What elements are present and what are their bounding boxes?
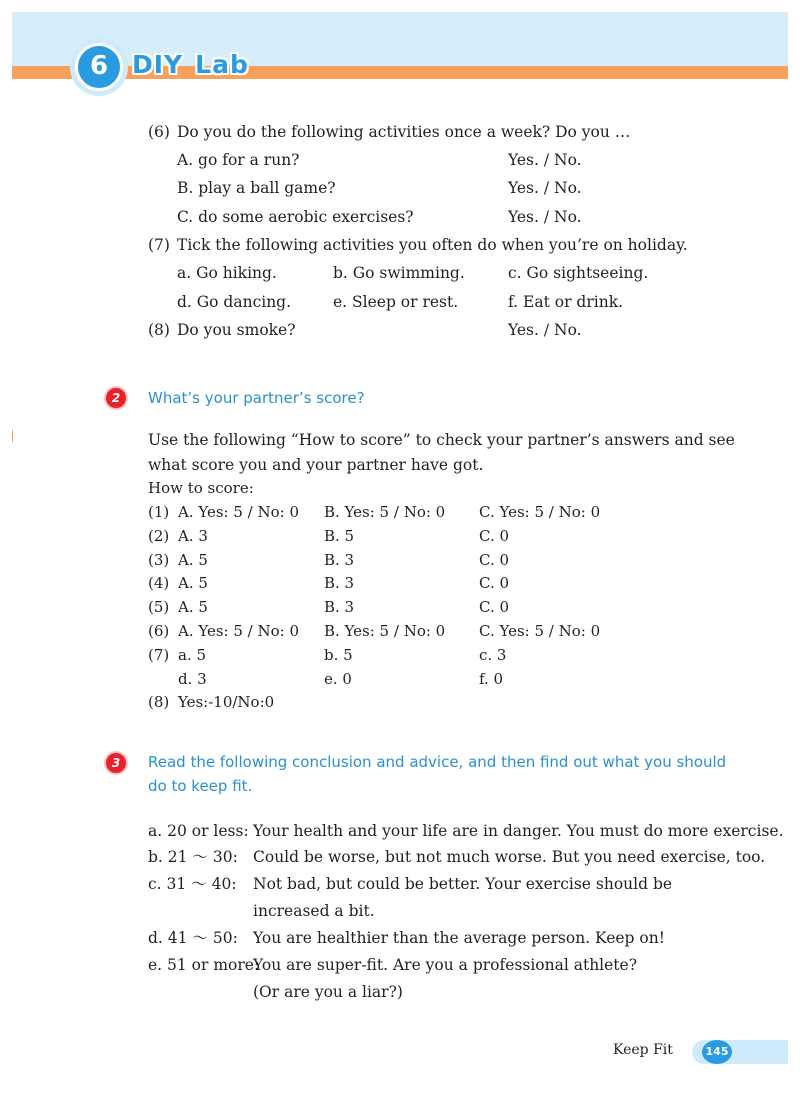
- score-b: B. Yes: 5 / No: 0: [324, 503, 446, 521]
- unit-title-word2: Lab: [195, 50, 249, 79]
- score-range: c. 31 ～ 40:: [148, 875, 237, 893]
- option-label: A. go for a run?: [177, 151, 300, 169]
- unit-number: 6: [89, 51, 109, 81]
- option-label: B. play a ball game?: [177, 179, 336, 197]
- section-intro: Use the following “How to score” to check your partner’s answers and see: [148, 431, 735, 449]
- section-intro: what score you and your partner have got.: [148, 456, 484, 474]
- question-number: (8): [148, 321, 170, 339]
- score-num: (6): [148, 622, 170, 640]
- advice-text: You are healthier than the average person. Keep on!: [253, 929, 665, 947]
- score-b: B. 5: [324, 527, 355, 545]
- section-title: What’s your partner’s score?: [148, 389, 365, 407]
- score-a: A. 5: [178, 574, 208, 592]
- activity-option: e. Sleep or rest.: [333, 293, 459, 311]
- section-title: do to keep fit.: [148, 777, 253, 795]
- advice-text: Not bad, but could be better. Your exercise should be: [253, 875, 673, 893]
- score-range: d. 41 ～ 50:: [148, 929, 238, 947]
- score-a: A. 3: [178, 527, 208, 545]
- score-num: (5): [148, 598, 170, 616]
- score-c: C. 0: [479, 527, 510, 545]
- option-answer: Yes. / No.: [508, 151, 582, 169]
- score-a: A. Yes: 5 / No: 0: [178, 503, 300, 521]
- unit-title: [132, 50, 249, 79]
- score-a: d. 3: [178, 670, 207, 688]
- option-answer: Yes. / No.: [508, 208, 582, 226]
- score-b: B. 3: [324, 551, 355, 569]
- advice-text: Could be worse, but not much worse. But you need exercise, too.: [253, 848, 766, 866]
- option-answer: Yes. / No.: [508, 321, 582, 339]
- score-num: (7): [148, 646, 170, 664]
- score-num: (2): [148, 527, 170, 545]
- advice-text: (Or are you a liar?): [253, 983, 403, 1001]
- score-range: e. 51 or more:: [148, 956, 260, 974]
- score-a: a. 5: [178, 646, 207, 664]
- score-num: (8): [148, 693, 170, 711]
- score-a: Yes:-10/No:0: [178, 693, 275, 711]
- option-answer: Yes. / No.: [508, 179, 582, 197]
- unit-title-word1: DIY: [132, 50, 184, 79]
- page-number: 145: [702, 1040, 732, 1064]
- activity-option: f. Eat or drink.: [508, 293, 624, 311]
- score-c: C. 0: [479, 574, 510, 592]
- advice-text: Your health and your life are in danger. You must do more exercise.: [253, 822, 784, 840]
- activity-option: a. Go hiking.: [177, 264, 277, 282]
- section-badge: 3: [104, 751, 128, 775]
- score-b: B. 3: [324, 574, 355, 592]
- question-number: (7): [148, 236, 170, 254]
- score-b: b. 5: [324, 646, 353, 664]
- margin-mark: [12, 430, 13, 442]
- score-b: B. Yes: 5 / No: 0: [324, 622, 446, 640]
- score-num: (4): [148, 574, 170, 592]
- score-c: C. Yes: 5 / No: 0: [479, 503, 601, 521]
- activity-option: c. Go sightseeing.: [508, 264, 649, 282]
- advice-text: You are super-fit. Are you a professional athlete?: [253, 956, 638, 974]
- score-num: (1): [148, 503, 170, 521]
- header-stripe: [12, 66, 788, 79]
- score-c: c. 3: [479, 646, 507, 664]
- score-b: B. 3: [324, 598, 355, 616]
- header-band: [12, 12, 788, 66]
- question-number: (6): [148, 123, 170, 141]
- score-a: A. 5: [178, 598, 208, 616]
- score-c: C. 0: [479, 551, 510, 569]
- activity-option: b. Go swimming.: [333, 264, 465, 282]
- score-range: b. 21 ～ 30:: [148, 848, 238, 866]
- question-text: Tick the following activities you often do when you’re on holiday.: [177, 236, 688, 254]
- score-c: C. 0: [479, 598, 510, 616]
- score-c: f. 0: [479, 670, 504, 688]
- score-b: e. 0: [324, 670, 352, 688]
- advice-text: increased a bit.: [253, 902, 375, 920]
- activity-option: d. Go dancing.: [177, 293, 292, 311]
- score-a: A. Yes: 5 / No: 0: [178, 622, 300, 640]
- footer-unit-label: Keep Fit: [613, 1042, 673, 1058]
- question-text: Do you smoke?: [177, 321, 296, 339]
- score-range: a. 20 or less:: [148, 822, 249, 840]
- section-badge: 2: [104, 386, 128, 410]
- score-num: (3): [148, 551, 170, 569]
- score-a: A. 5: [178, 551, 208, 569]
- score-c: C. Yes: 5 / No: 0: [479, 622, 601, 640]
- question-text: Do you do the following activities once a week? Do you …: [177, 123, 631, 141]
- how-to-score-label: How to score:: [148, 479, 254, 497]
- section-title: Read the following conclusion and advice, and then find out what you should: [148, 753, 727, 771]
- option-label: C. do some aerobic exercises?: [177, 208, 414, 226]
